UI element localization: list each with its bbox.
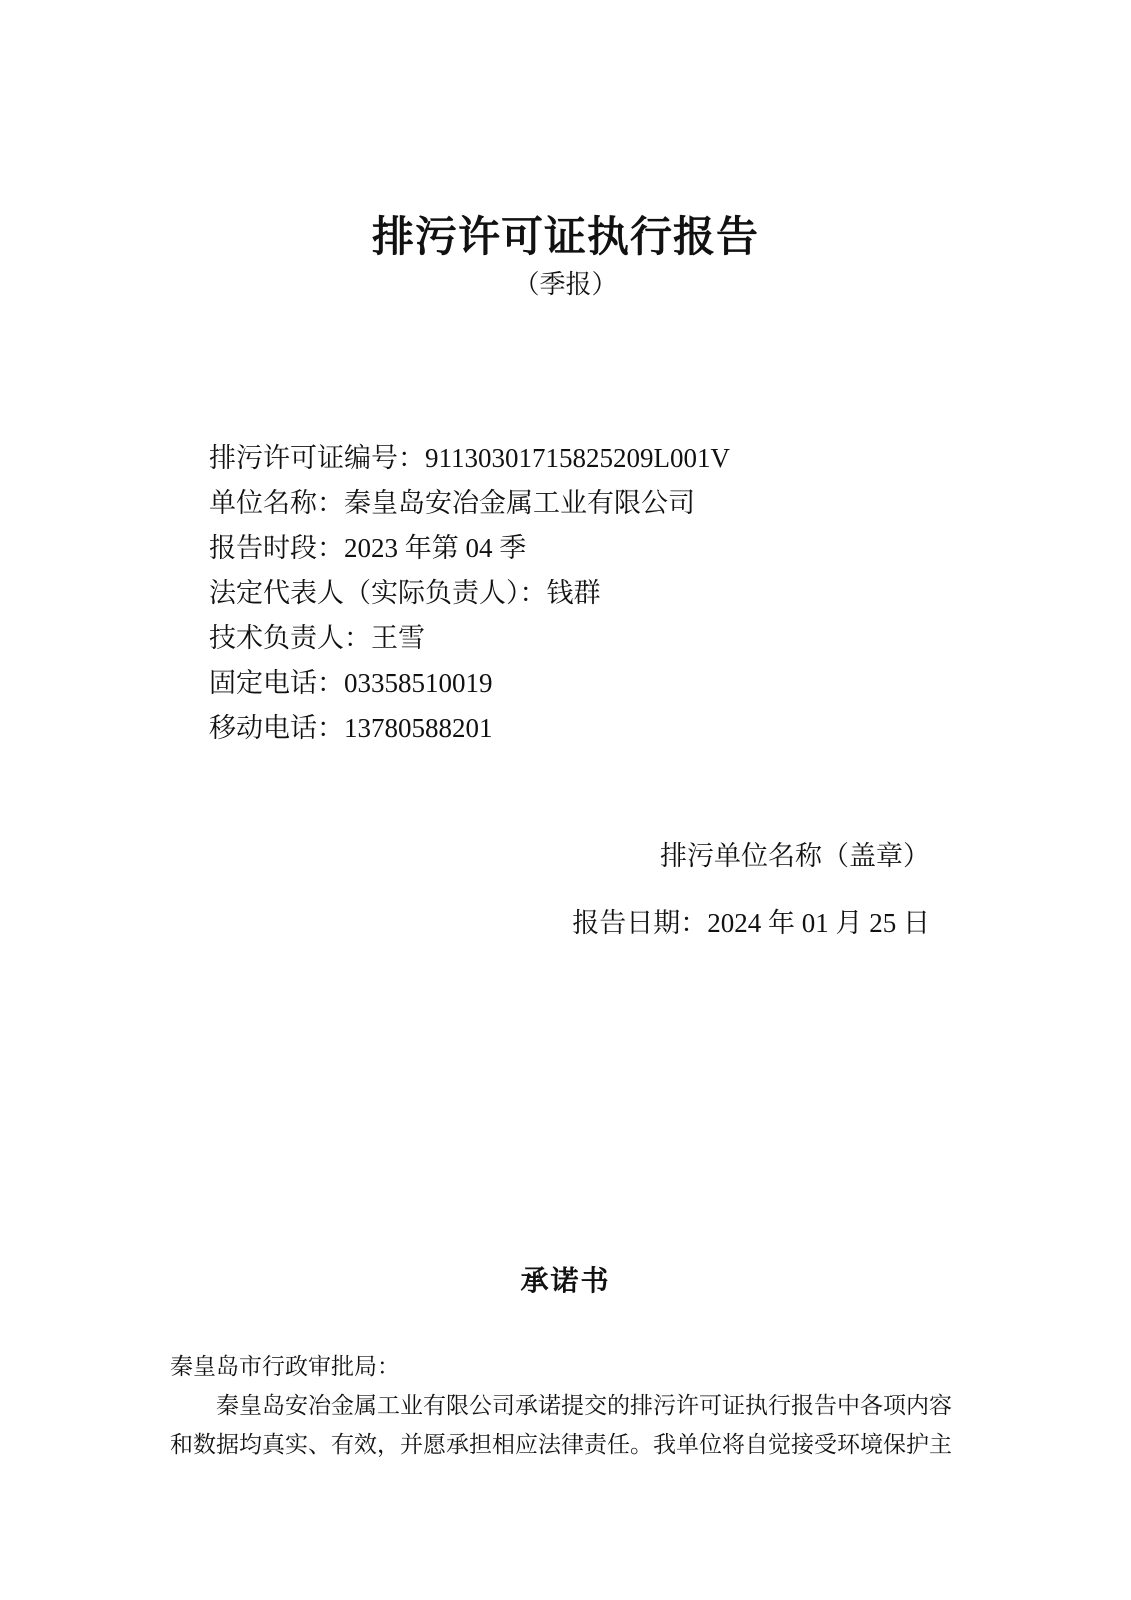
permit-number-value: 91130301715825209L001V bbox=[425, 443, 730, 473]
mobile-phone-row bbox=[209, 706, 730, 751]
commitment-body-line-1: 秦皇岛安冶金属工业有限公司承诺提交的排污许可证执行报告中各项内容 bbox=[216, 1393, 952, 1418]
technical-manager-row bbox=[209, 616, 730, 661]
permit-number-row bbox=[209, 436, 730, 481]
document-title: 排污许可证执行报告 bbox=[371, 215, 759, 261]
report-period-row bbox=[209, 526, 730, 571]
commitment-letter-body bbox=[170, 1347, 970, 1464]
commitment-letter-heading: 承诺书 bbox=[520, 1265, 611, 1296]
mobile-phone-label: 移动电话： bbox=[209, 713, 344, 743]
legal-representative-value: 钱群 bbox=[546, 578, 601, 608]
report-date-label: 报告日期： bbox=[572, 908, 708, 938]
report-period-label: 报告时段： bbox=[209, 533, 344, 563]
permit-info-block bbox=[209, 436, 730, 751]
report-period-value: 2023 年第 04 季 bbox=[344, 533, 527, 563]
landline-phone-value: 03358510019 bbox=[344, 668, 493, 698]
legal-representative-label: 法定代表人（实际负责人）： bbox=[209, 578, 547, 608]
legal-representative-row bbox=[209, 571, 730, 616]
mobile-phone-value: 13780588201 bbox=[344, 713, 493, 743]
technical-manager-label: 技术负责人： bbox=[209, 623, 371, 653]
commitment-salutation: 秦皇岛市行政审批局： bbox=[170, 1354, 400, 1379]
unit-name-value: 秦皇岛安冶金属工业有限公司 bbox=[344, 488, 695, 518]
permit-number-label: 排污许可证编号： bbox=[209, 443, 425, 473]
report-date-value: 2024 年 01 月 25 日 bbox=[707, 908, 930, 938]
technical-manager-value: 王雪 bbox=[371, 623, 425, 653]
unit-stamp-line: 排污单位名称（盖章） bbox=[660, 841, 930, 871]
landline-phone-label: 固定电话： bbox=[209, 668, 344, 698]
commitment-body-line-2: 和数据均真实、有效，并愿承担相应法律责任。我单位将自觉接受环境保护主 bbox=[170, 1432, 952, 1457]
unit-name-label: 单位名称： bbox=[209, 488, 344, 518]
landline-phone-row bbox=[209, 661, 730, 706]
report-date-line bbox=[572, 906, 930, 940]
unit-name-row bbox=[209, 481, 730, 526]
document-subtitle: （季报） bbox=[513, 270, 618, 299]
